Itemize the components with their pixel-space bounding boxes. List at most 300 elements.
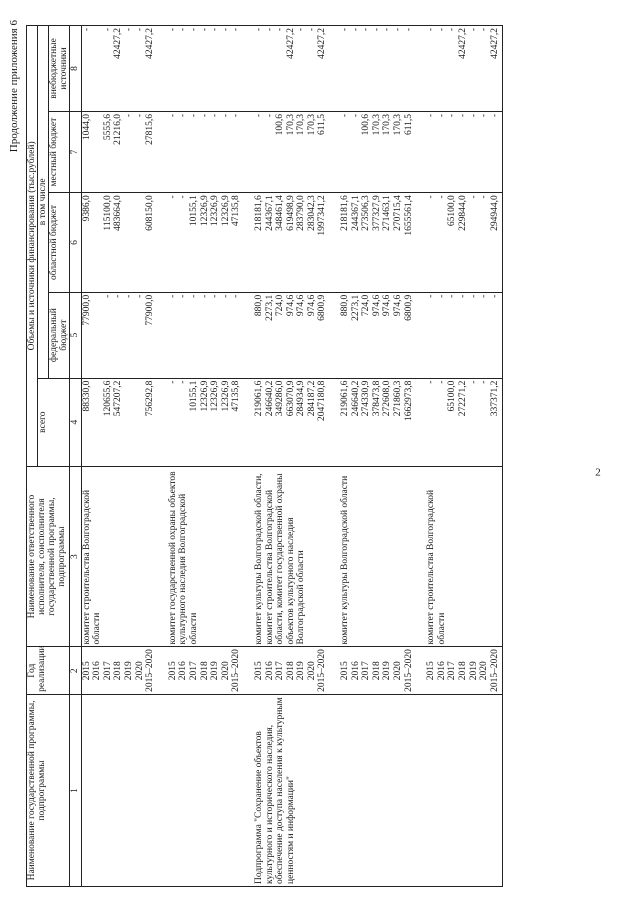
total-value: 756292,8 <box>145 380 156 417</box>
spacer-cell <box>328 694 340 886</box>
total-value: 120655,6 <box>102 380 113 417</box>
table-row <box>340 26 414 887</box>
header-regional: областной бюджет <box>49 193 70 292</box>
local-value: - <box>447 113 458 118</box>
regional-value: 218181,6 <box>340 195 351 231</box>
extrabudget-value: - <box>102 28 113 32</box>
total-value: 284934,9 <box>296 380 307 417</box>
regional-value: 271463,1 <box>382 195 393 231</box>
bottom-cell <box>500 694 503 886</box>
bottom-cell <box>500 111 503 192</box>
header-executor: Наименование ответственного исполнителя, соисполнителя государственной программы, подпрограммы <box>27 466 70 647</box>
extrabudget-value-cell <box>168 26 242 112</box>
federal-value: 724,0 <box>275 294 286 317</box>
local-value: - <box>253 113 264 118</box>
total-value-cell <box>426 378 500 466</box>
regional-value <box>135 195 146 289</box>
extrabudget-value-cell <box>254 26 328 112</box>
total-value: 219061,6 <box>253 380 264 417</box>
extrabudget-value: - <box>403 28 414 32</box>
executor-name: комитет государственной охраны объектов культурного наследия Волгоградской области <box>167 471 199 645</box>
year-value: 2016 <box>350 661 361 681</box>
group-spacer <box>414 26 426 887</box>
federal-value-cell <box>168 292 242 378</box>
total-value: 272271,2 <box>458 380 468 417</box>
regional-value: 348461,4 <box>275 195 286 231</box>
total-value: 1662973,8 <box>403 380 414 421</box>
extrabudget-value: - <box>81 28 92 32</box>
federal-value <box>92 295 103 376</box>
total-value-cell <box>254 378 328 466</box>
year-value: 2020 <box>479 661 490 681</box>
federal-value: - <box>123 294 134 298</box>
local-value: - <box>264 113 275 118</box>
regional-value: 1655561,4 <box>403 195 414 236</box>
year-value: 2019 <box>382 661 393 681</box>
extrabudget-value: - <box>296 28 307 32</box>
extrabudget-value: - <box>468 28 479 32</box>
total-value: 65100,0 <box>447 380 458 412</box>
local-value: - <box>231 113 242 118</box>
federal-value: - <box>468 294 479 298</box>
year-value: 2017 <box>447 661 458 681</box>
extrabudget-value: - <box>264 28 275 32</box>
extrabudget-value: - <box>447 28 458 32</box>
year-value: 2020 <box>134 661 145 681</box>
extrabudget-value: - <box>426 28 437 32</box>
regional-value-cell <box>254 193 328 292</box>
total-value: 10155,1 <box>188 380 199 412</box>
extrabudget-value: - <box>393 28 404 32</box>
year-value-cell <box>81 647 156 694</box>
program-name-cell <box>254 694 328 886</box>
regional-value: - <box>436 195 447 199</box>
local-value: - <box>436 113 447 118</box>
federal-value: 974,6 <box>393 294 404 317</box>
spacer-cell <box>328 26 340 112</box>
spacer-cell <box>156 647 168 694</box>
federal-value: - <box>134 294 145 298</box>
total-value: 349286,0 <box>275 380 286 417</box>
total-value: - <box>479 380 490 384</box>
col-number: 8 <box>70 26 82 112</box>
federal-value: - <box>199 294 210 298</box>
regional-value: 377327,9 <box>371 195 382 231</box>
total-value: 284187,2 <box>306 380 317 417</box>
extrabudget-value: - <box>371 28 382 32</box>
year-value: 2019 <box>210 661 221 681</box>
total-value: - <box>426 380 437 384</box>
federal-value: 77900,0 <box>81 294 92 326</box>
year-value: 2017 <box>361 661 372 681</box>
year-value: 2018 <box>458 661 468 681</box>
bottom-cell <box>500 193 503 292</box>
total-value <box>124 381 135 464</box>
year-value: 2019 <box>296 661 307 681</box>
regional-value-cell <box>340 193 414 292</box>
federal-value: - <box>231 294 242 298</box>
spacer-cell <box>156 466 168 647</box>
federal-value: - <box>426 294 437 298</box>
header-volume: Объемы и источники финансирования (тыс.рублей) <box>27 26 38 467</box>
year-value: 2020 <box>306 661 317 681</box>
spacer-cell <box>328 647 340 694</box>
total-value: 12326,9 <box>220 380 231 412</box>
federal-value: - <box>479 294 490 298</box>
regional-value-cell <box>426 193 500 292</box>
local-value: 170,3 <box>371 113 382 136</box>
year-value-cell <box>426 647 500 694</box>
federal-value: 974,6 <box>306 294 317 317</box>
regional-value: 244367,1 <box>350 195 361 231</box>
extrabudget-value: 42427,2 <box>145 28 156 59</box>
bottom-cell <box>500 292 503 378</box>
local-value-cell <box>81 111 156 192</box>
regional-value: 47135,8 <box>231 195 242 227</box>
spacer-cell <box>328 111 340 192</box>
total-value: 12326,9 <box>199 380 210 412</box>
federal-value: - <box>489 294 500 298</box>
year-value-cell <box>168 647 242 694</box>
spacer-cell <box>328 193 340 292</box>
year-value: 2019 <box>468 661 479 681</box>
year-value: 2017 <box>275 661 286 681</box>
regional-value: 273506,3 <box>361 195 372 231</box>
federal-value: 880,0 <box>253 294 264 317</box>
year-value: 2015 <box>253 661 264 681</box>
regional-value: - <box>468 195 479 199</box>
local-value: 611,5 <box>317 113 328 135</box>
total-value: 47135,8 <box>231 380 242 412</box>
year-value: 2017 <box>188 661 199 681</box>
total-value <box>135 381 146 464</box>
col-number: 4 <box>70 378 82 466</box>
extrabudget-value: - <box>382 28 393 32</box>
year-value: 2015 <box>426 661 437 681</box>
year-value: 2015–2020 <box>489 649 500 692</box>
local-value: - <box>167 113 178 118</box>
total-value: 246640,2 <box>350 380 361 417</box>
federal-value: - <box>436 294 447 298</box>
local-value: 21216,0 <box>113 113 124 145</box>
regional-value: 9386,0 <box>81 195 92 222</box>
regional-value: - <box>479 195 490 199</box>
local-value: - <box>468 113 479 118</box>
year-value-cell <box>340 647 414 694</box>
federal-value-cell <box>254 292 328 378</box>
year-value: 2015 <box>340 661 351 681</box>
federal-value: - <box>102 294 113 298</box>
total-value: 246640,2 <box>264 380 275 417</box>
spacer-cell <box>156 694 168 886</box>
year-value-cell <box>254 647 328 694</box>
bottom-cell <box>500 378 503 466</box>
extrabudget-value: - <box>178 28 189 32</box>
federal-value: 974,6 <box>285 294 296 317</box>
local-value: 170,3 <box>306 113 317 136</box>
spacer-cell <box>328 292 340 378</box>
year-value: 2016 <box>178 661 189 681</box>
regional-value: - <box>426 195 437 199</box>
executor-name-cell <box>168 466 242 647</box>
spacer-cell <box>328 466 340 647</box>
header-including: в том числе <box>38 26 49 379</box>
local-value: - <box>479 113 490 118</box>
total-value: 272608,0 <box>382 380 393 417</box>
local-value <box>92 114 103 190</box>
total-value-cell <box>340 378 414 466</box>
local-value: 100,6 <box>275 113 286 136</box>
executor-name: комитет культуры Волгоградской области, комитет строительства Волгоградской области, комитет государственной охраны объектов культурного наследия Волгоградской области <box>253 473 307 645</box>
local-value-cell <box>340 111 414 192</box>
local-value: 170,3 <box>285 113 296 136</box>
total-value: 271860,3 <box>393 380 404 417</box>
regional-value: 244367,1 <box>264 195 275 231</box>
header-federal: федеральный бюджет <box>49 292 70 378</box>
spacer-cell <box>242 378 254 466</box>
spacer-cell <box>156 292 168 378</box>
regional-value: 12326,9 <box>199 195 210 227</box>
local-value: - <box>199 113 210 118</box>
header-extrabudget: внебюджетные источники <box>49 26 70 112</box>
local-value: - <box>220 113 231 118</box>
year-value: 2016 <box>436 661 447 681</box>
total-value: - <box>436 380 447 384</box>
spacer-cell <box>242 292 254 378</box>
executor-name-cell <box>340 466 414 647</box>
spacer-cell <box>242 193 254 292</box>
spacer-cell <box>156 378 168 466</box>
federal-value: - <box>447 294 458 298</box>
regional-value <box>92 195 103 289</box>
total-value-cell <box>81 378 156 466</box>
extrabudget-value-cell <box>340 26 414 112</box>
year-value: 2015 <box>167 661 178 681</box>
local-value-cell <box>254 111 328 192</box>
federal-value: 974,6 <box>371 294 382 317</box>
program-name-cell <box>81 694 156 886</box>
federal-value: - <box>220 294 231 298</box>
table-row <box>426 26 500 887</box>
extrabudget-value: - <box>167 28 178 32</box>
financing-table <box>26 25 503 887</box>
year-value: 2015 <box>81 661 92 681</box>
bottom-cell <box>500 466 503 647</box>
regional-value: 483664,0 <box>113 195 124 231</box>
program-name-cell <box>426 694 500 886</box>
regional-value: 10155,1 <box>188 195 199 227</box>
federal-value: 77900,0 <box>145 294 156 326</box>
regional-value: - <box>167 195 178 199</box>
executor-name: комитет культуры Волгоградской области <box>340 475 351 645</box>
federal-value: - <box>458 294 468 298</box>
regional-value: 1997341,2 <box>317 195 328 236</box>
spacer-cell <box>242 466 254 647</box>
extrabudget-value: - <box>231 28 242 32</box>
federal-value: - <box>167 294 178 298</box>
spacer-cell <box>156 111 168 192</box>
local-value: 170,3 <box>393 113 404 136</box>
page-number: 2 <box>595 466 601 479</box>
extrabudget-value: 42427,2 <box>285 28 296 59</box>
extrabudget-value: - <box>436 28 447 32</box>
federal-value: 974,6 <box>382 294 393 317</box>
year-value: 2019 <box>123 661 134 681</box>
total-value: - <box>468 380 479 384</box>
spacer-cell <box>328 378 340 466</box>
regional-value: 229844,0 <box>458 195 468 231</box>
regional-value: - <box>178 195 189 199</box>
local-value: - <box>489 113 500 118</box>
regional-value-cell <box>168 193 242 292</box>
header-local: местный бюджет <box>49 111 70 192</box>
extrabudget-value: - <box>123 28 134 32</box>
group-spacer <box>328 26 340 887</box>
spacer-cell <box>414 647 426 694</box>
spacer-cell <box>414 26 426 112</box>
extrabudget-value: - <box>188 28 199 32</box>
group-spacer <box>156 26 168 887</box>
spacer-cell <box>414 694 426 886</box>
federal-value-cell <box>426 292 500 378</box>
col-number: 5 <box>70 292 82 378</box>
extrabudget-value: - <box>350 28 361 32</box>
extrabudget-value: - <box>134 28 145 32</box>
spacer-cell <box>156 193 168 292</box>
total-value: 219061,6 <box>340 380 351 417</box>
year-value: 2017 <box>102 661 113 681</box>
regional-value <box>124 195 135 289</box>
extrabudget-value: - <box>361 28 372 32</box>
extrabudget-value: - <box>199 28 210 32</box>
local-value: 170,3 <box>296 113 307 136</box>
local-value: 100,6 <box>361 113 372 136</box>
executor-name-cell <box>81 466 156 647</box>
spacer-cell <box>156 26 168 112</box>
spacer-cell <box>414 466 426 647</box>
executor-name: комитет строительства Волгоградской области <box>426 489 447 645</box>
col-number: 7 <box>70 111 82 192</box>
extrabudget-value: - <box>479 28 490 32</box>
extrabudget-value: - <box>220 28 231 32</box>
local-value: 170,3 <box>382 113 393 136</box>
federal-value-cell <box>340 292 414 378</box>
bottom-cell <box>500 26 503 112</box>
extrabudget-value: - <box>210 28 221 32</box>
year-value: 2020 <box>393 661 404 681</box>
federal-value: - <box>210 294 221 298</box>
table-row <box>254 26 328 887</box>
year-value: 2015–2020 <box>231 649 242 692</box>
executor-name-cell <box>254 466 328 647</box>
spacer-cell <box>414 378 426 466</box>
total-value: 378473,8 <box>371 380 382 417</box>
federal-value: 6800,9 <box>317 294 328 321</box>
col-number: 6 <box>70 193 82 292</box>
spacer-cell <box>242 647 254 694</box>
total-value: - <box>167 380 178 384</box>
program-name-cell <box>340 694 414 886</box>
regional-value: 12326,9 <box>210 195 221 227</box>
program-name: Подпрограмма "Сохранение объектов культурного и исторического наследия, обеспечение доступа населения к культурным ценностям и информации" <box>253 697 296 884</box>
spacer-cell <box>242 111 254 192</box>
year-value: 2015–2020 <box>317 649 328 692</box>
spacer-cell <box>242 694 254 886</box>
federal-value: 6800,9 <box>403 294 414 321</box>
group-spacer <box>242 26 254 887</box>
spacer-cell <box>414 292 426 378</box>
regional-value: 283790,0 <box>296 195 307 231</box>
total-value: 88330,0 <box>81 380 92 412</box>
regional-value: 283042,3 <box>306 195 317 231</box>
local-value: - <box>458 113 468 118</box>
col-number: 2 <box>70 647 82 694</box>
total-value: 547207,2 <box>113 380 124 417</box>
table-row <box>168 26 242 887</box>
local-value: 27815,6 <box>145 113 156 145</box>
local-value: 611,5 <box>403 113 414 135</box>
spacer-cell <box>242 26 254 112</box>
total-value: 663070,9 <box>285 380 296 417</box>
total-value-cell <box>168 378 242 466</box>
federal-value: 880,0 <box>340 294 351 317</box>
regional-value: 608150,0 <box>145 195 156 231</box>
federal-value: 2273,1 <box>350 294 361 321</box>
federal-value: 2273,1 <box>264 294 275 321</box>
year-value: 2015–2020 <box>403 649 414 692</box>
table-bottom <box>500 26 503 887</box>
year-value: 2018 <box>113 661 124 681</box>
extrabudget-value: - <box>340 28 351 32</box>
federal-value: - <box>188 294 199 298</box>
year-value: 2015–2020 <box>145 649 156 692</box>
local-value: - <box>340 113 351 118</box>
extrabudget-value: 42427,2 <box>317 28 328 59</box>
regional-value-cell <box>81 193 156 292</box>
bottom-cell <box>500 647 503 694</box>
total-value <box>92 381 103 464</box>
header-year: Год реализации <box>27 647 70 694</box>
federal-value-cell <box>81 292 156 378</box>
federal-value: - <box>113 294 124 298</box>
extrabudget-value: 42427,2 <box>458 28 468 59</box>
regional-value: 218181,6 <box>253 195 264 231</box>
executor-name: комитет строительства Волгоградской области <box>81 489 103 645</box>
year-value: 2020 <box>220 661 231 681</box>
continuation-note: Продолжение приложения 6 <box>8 20 20 153</box>
header-total: всего <box>38 378 70 466</box>
extrabudget-value: - <box>275 28 286 32</box>
local-value: - <box>350 113 361 118</box>
regional-value: 619498,9 <box>285 195 296 231</box>
extrabudget-value: - <box>253 28 264 32</box>
extrabudget-value <box>92 28 103 109</box>
col-number: 3 <box>70 466 82 647</box>
total-value: 274330,9 <box>361 380 372 417</box>
local-value: 1044,0 <box>81 113 92 141</box>
regional-value: 115100,0 <box>102 195 113 231</box>
year-value: 2016 <box>264 661 275 681</box>
local-value: 5555,6 <box>102 113 113 141</box>
federal-value: 974,6 <box>296 294 307 317</box>
extrabudget-value-cell <box>81 26 156 112</box>
local-value-cell <box>426 111 500 192</box>
extrabudget-value: 42427,2 <box>113 28 124 59</box>
regional-value: 12326,9 <box>220 195 231 227</box>
local-value-cell <box>168 111 242 192</box>
local-value: - <box>210 113 221 118</box>
total-value: 337371,2 <box>489 380 500 417</box>
